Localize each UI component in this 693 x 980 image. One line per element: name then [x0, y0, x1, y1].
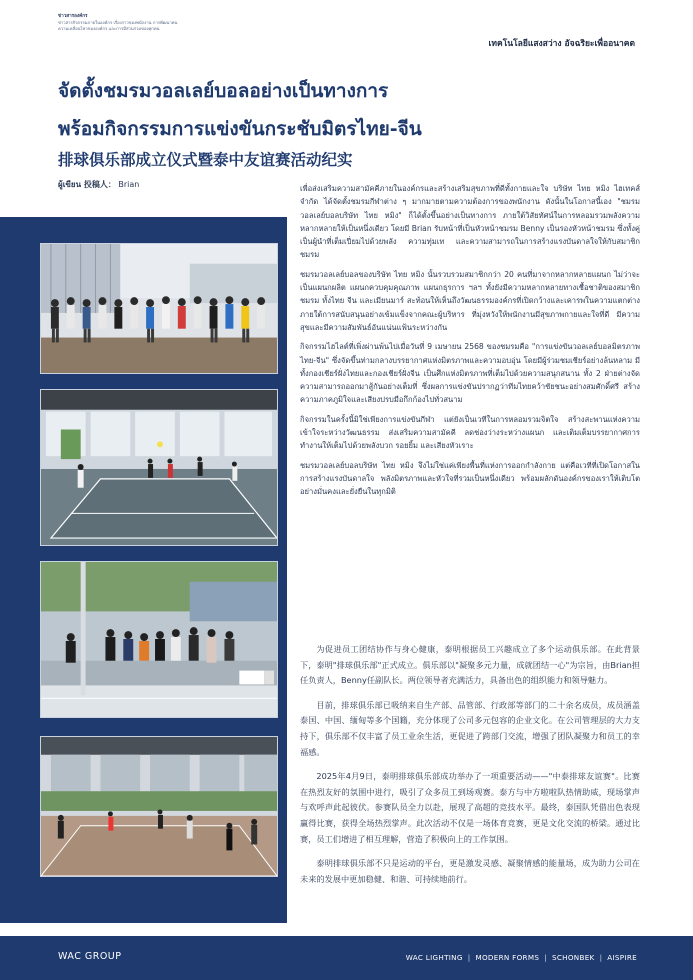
title-chinese: 排球俱乐部成立仪式暨泰中友谊赛活动纪实	[58, 151, 353, 169]
article-body	[300, 182, 640, 505]
footer-brands	[406, 953, 637, 962]
wac-group-logo: WAC GROUP	[58, 951, 122, 962]
thai-paragraph: ชมรมวอลเลย์บอลของบริษัท ไทย หมิง นั้นรวบรวมสมาชิกกว่า 20 คนที่มาจากหลากหลายแผนก ไม่ว่าจะเป็นแผนกผลิต แผนกควบคุมคุณภาพ แผนกธุรการ ฯลฯ ทั้งยังมีความหลากหลายทางเชื้อชาติของสมาชิกชมรม ทั้งไทย จีน และเมียนมาร์ สะท้อนให้เห็นถึงวัฒนธรรมองค์กรที่เปิดกว้างและเคารพในความแตกต่าง ภายใต้การสนับสนุนอย่างเข้มแข็งจากคณะผู้บริหาร ที่มุ่งหวังให้พนักงานมีสุขภาพกายและใจที่ดี มีความสุขและมีความสัมพันธ์อันแน่นแฟ้นระหว่างกัน	[300, 269, 640, 332]
header-small-title: ข่าวสารองค์กร	[58, 14, 88, 19]
thai-paragraph: ชมรมวอลเลย์บอลบริษัท ไทย หมิง จึงไม่ใช่แค่เพียงพื้นที่แห่งการออกกำลังกาย แต่คือเวทีที่เปิดโอกาสในการสร้างแรงบันดาลใจ พลังมิตรภาพและหัวใจที่รวมเป็นหนึ่งเดียว พร้อมผลักดันองค์กรของเราให้เติบโตอย่างมั่นคงและยั่งยืนในทุกมิติ	[300, 460, 640, 497]
author-line	[58, 178, 139, 191]
thai-paragraph: เพื่อส่งเสริมความสามัคคีภายในองค์กรและสร้างเสริมสุขภาพที่ดีทั้งกายและใจ บริษัท ไทย หมิง ไฮเทคส์ จำกัด ได้จัดตั้งชมรมกีฬาต่าง ๆ มากมายตามความต้องการของพนักงาน ดังนั้นในโอกาสนี้เอง "ชมรมวอลเลย์บอลบริษัท ไทย หมิง" ก็ได้ตั้งขึ้นอย่างเป็นทางการ ภายใต้วิสัยทัศน์ในการหลอมรวมพลังความหลากหลายให้เป็นหนึ่งเดียว โดยมี Brian รับหน้าที่เป็นหัวหน้าชมรม Benny เป็นรองหัวหน้าชมรม ซึ่งทั้งคู่เป็นผู้นำที่เต็มเปี่ยมไปด้วยพลัง ความทุ่มเท และความสามารถในการสร้างแรงบันดาลใจให้กับสมาชิกชมรม	[300, 184, 640, 260]
team-group-photo	[40, 243, 278, 374]
spectators-photo	[40, 561, 278, 718]
indoor-match-photo	[40, 389, 278, 546]
header-tagline: เทคโนโลยีแสงสว่าง อัจฉริยะเพื่ออนาคต	[488, 39, 635, 49]
header-small-line: ความเคลื่อนไหวขององค์กร และการมีส่วนร่วมของทุกคน	[58, 26, 160, 31]
footer-bar	[0, 936, 693, 980]
court-action-photo	[40, 736, 278, 877]
chinese-paragraph: 为促进员工团结协作与身心健康，泰明根据员工兴趣成立了多个运动俱乐部。在此背景下，泰明"排球俱乐部"正式成立。俱乐部以"凝聚多元力量，成就团结一心"为宗旨，由Brian担任负责人，Benny任副队长。两位领导者充满活力，具备出色的组织能力和领导魅力。	[300, 644, 640, 686]
thai-paragraph: กิจกรรมไฮไลต์ที่เพิ่งผ่านพ้นไปเมื่อวันที่ 9 เมษายน 2568 ของชมรมคือ "การแข่งขันวอลเลย์บอลมิตรภาพไทย-จีน" ซึ่งจัดขึ้นท่ามกลางบรรยากาศแห่งมิตรภาพและความอบอุ่น โดยมีผู้ร่วมชมเชียร์อย่างล้นหลาม มีทั้งกองเชียร์ฝั่งไทยและกองเชียร์ฝั่งจีน เป็นศึกแห่งมิตรภาพที่เต็มไปด้วยความสนุกสนาน ทั้ง 2 ฝ่ายต่างจัดความสามารถออกมาสู้กันอย่างเต็มที่ ซึ่งผลการแข่งขันปรากฏว่าทีมไทยคว้าชัยชนะอย่างสมศักดิ์ศรี สร้างความภาคภูมิใจและเสียงปรบมือกึกก้องไปทั่วสนาม	[300, 342, 640, 405]
header-section-label	[58, 14, 258, 32]
brand-separator: |	[467, 953, 471, 962]
chinese-paragraph: 目前，排球俱乐部已吸纳来自生产部、品管部、行政部等部门的二十余名成员，成员涵盖泰国、中国、缅甸等多个国籍，充分体现了公司多元包容的企业文化。在公司管理层的大力支持下，俱乐部不仅丰富了员工业余生活，更促进了跨部门交流，增强了团队凝聚力和员工的幸福感。	[300, 699, 640, 757]
brand-wac-lighting: WAC LIGHTING	[405, 953, 463, 962]
chinese-paragraph: 泰明排球俱乐部不只是运动的平台，更是激发灵感、凝聚情感的能量场，成为助力公司在未来的发展中更加稳健、和谐、可持续地前行。	[300, 858, 640, 884]
chinese-paragraph: 2025年4月9日，泰明排球俱乐部成功举办了一项重要活动——"中泰排球友谊赛"。比赛在热烈友好的氛围中进行，吸引了众多员工到场观赛。泰方与中方啦啦队热情助威，现场掌声与欢呼声此起彼伏。参赛队员全力以赴，展现了高超的竞技水平。最终，泰国队凭借出色表现赢得比赛，获得全场热烈掌声。此次活动不仅是一场体育竞赛，更是文化交流的桥梁。通过比赛，员工们增进了相互理解，营造了积极向上的工作氛围。	[300, 771, 640, 844]
brand-aispire: AISPIRE	[607, 953, 637, 962]
author-label: ผู้เขียน 投稿人：	[58, 180, 116, 189]
brand-separator: |	[599, 953, 603, 962]
thai-paragraph: กิจกรรมในครั้งนี้มิใช่เพียงการแข่งขันกีฬา แต่ยังเป็นเวทีในการหลอมรวมจิตใจ สร้างสะพานแห่งความเข้าใจระหว่างวัฒนธรรม ส่งเสริมความสามัคคี ลดช่องว่างระหว่างแผนก และเติมเต็มบรรยากาศการทำงานให้เต็มไปด้วยพลังบวก รอยยิ้ม และเสียงหัวเราะ	[300, 414, 640, 451]
title-thai-line-1: จัดตั้งชมรมวอลเลย์บอลอย่างเป็นทางการ	[58, 80, 389, 102]
header-small-line: ข่าวสารกิจกรรมภายในองค์กร เรื่องราวของพนักงาน การพัฒนาคน	[58, 20, 178, 25]
brand-schonbek: SCHONBEK	[551, 953, 595, 962]
brand-separator: |	[544, 953, 547, 962]
author-name: Brian	[118, 180, 140, 189]
article-body-chinese	[300, 642, 640, 896]
title-thai-line-2: พร้อมกิจกรรมการแข่งขันกระชับมิตรไทย-จีน	[58, 118, 422, 140]
brand-modern-forms: MODERN FORMS	[475, 953, 540, 962]
